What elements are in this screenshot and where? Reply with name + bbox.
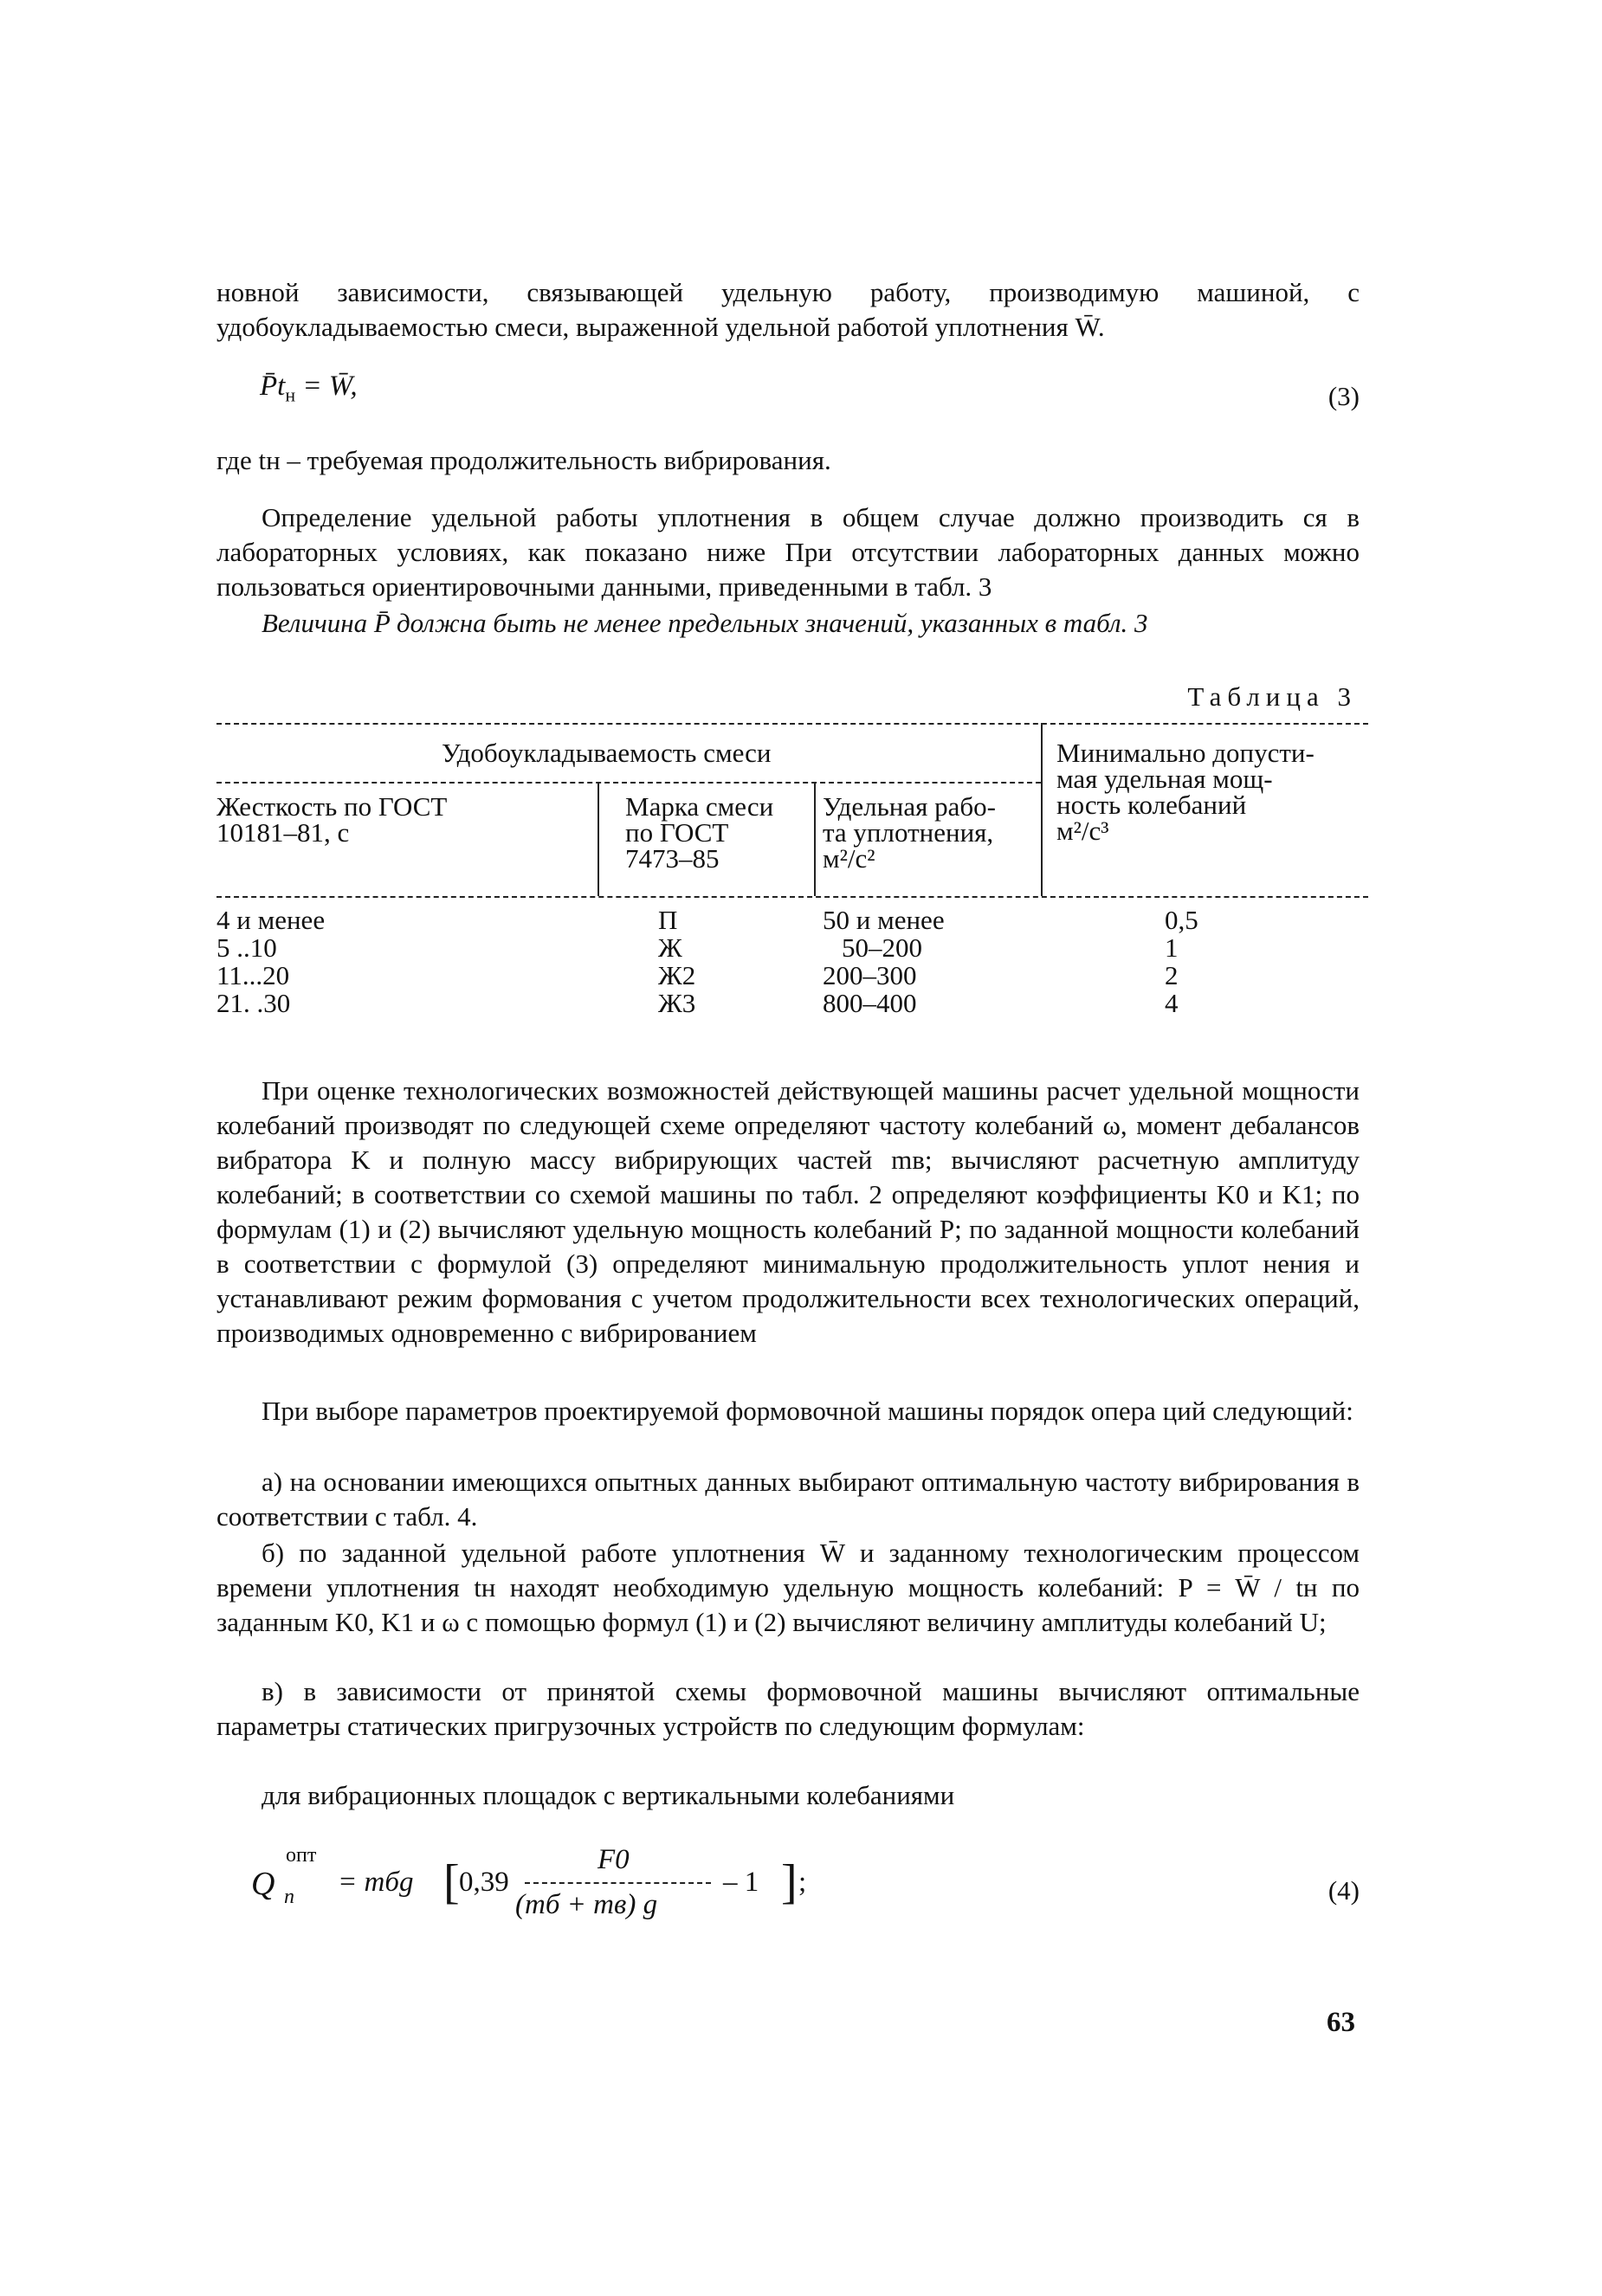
equation-3 xyxy=(260,371,358,407)
col2-header-line: по ГОСТ xyxy=(625,817,729,848)
table-cell: 5 ..10 xyxy=(216,932,277,963)
equation-4-number: (4) xyxy=(1327,1875,1360,1906)
table-cell: 800–400 xyxy=(823,988,917,1018)
table-header-group: Удобоукладываемость смеси xyxy=(442,738,772,768)
col4-header-line: м²/с³ xyxy=(1056,816,1109,846)
col4-header-line: ность колебаний xyxy=(1056,790,1247,820)
item-a: а) на основании имеющихся опытных данных выбирают оптимальную частоту вибрирования в соответствии с табл. 4. xyxy=(216,1467,1360,1532)
table-col1-header xyxy=(216,791,448,848)
eq3-lhs: P̄t xyxy=(260,371,286,402)
equation-4 xyxy=(251,1844,927,1939)
eq4-denominator: (mб + mв) g xyxy=(515,1889,658,1920)
col3-header-line: та уплотнения, xyxy=(823,817,994,848)
col3-header-line: м²/с² xyxy=(823,843,875,874)
paragraph-3: Величина P̄ должна быть не менее предельных значений, указанных в табл. 3 xyxy=(262,608,1148,638)
table-cell: Ж2 xyxy=(658,960,696,990)
table-cell: 2 xyxy=(1165,960,1179,990)
table-cell: 11...20 xyxy=(216,960,290,990)
col4-header-line: Минимально допусти- xyxy=(1056,738,1315,768)
table-cell: 4 xyxy=(1165,988,1179,1018)
eq4-lhs-sub: n xyxy=(284,1886,294,1908)
table-col2-values xyxy=(658,906,695,1017)
table-cell: 1 xyxy=(1165,932,1179,963)
table-divider-1 xyxy=(598,782,599,896)
table-cell: Ж3 xyxy=(658,988,696,1018)
table-col3-header xyxy=(823,791,996,874)
eq3-rhs: = W̄, xyxy=(302,371,358,402)
table-cell: 4 и менее xyxy=(216,905,326,935)
paragraph-2: Определение удельной работы уплотнения в общем случае должно производить ся в лабораторных условиях, как показано ниже При отсутствии лабораторных данных можно пользоваться ориентировочными данными, приведенными в табл. 3 xyxy=(216,502,1360,602)
paragraph-4: При оценке технологических возможностей действующей машины расчет удельной мощности колебаний производят по следующей схеме определяют частоту колебаний ω, момент дебалансов вибратора K и полную массу вибрирующих частей mв; вычисляют расчетную амплитуду колебаний; в соответствии со схемой машины по табл. 2 определяют коэффициенты K0 и K1; по формулам (1) и (2) вычисляют удельную мощность колебаний P; по заданной мощности колебаний в соответствии с формулой (3) определяют минимальную продолжительность уплот нения и устанавливают режим формования с учетом продолжительности всех технологических операций, производимых одновременно с вибрированием xyxy=(216,1075,1360,1348)
eq4-close-bracket: ] xyxy=(781,1855,798,1909)
table-col1-values xyxy=(216,906,325,1017)
eq4-lhs-sup: опт xyxy=(286,1844,317,1867)
col1-header-line: Жесткость по ГОСТ xyxy=(216,791,448,822)
table-rule-sub xyxy=(216,782,1041,784)
eq4-minus-one: – 1 xyxy=(723,1867,759,1898)
page-number: 63 xyxy=(1327,2007,1355,2038)
col2-header-line: Марка смеси xyxy=(625,791,774,822)
table-cell: 21. .30 xyxy=(216,988,291,1018)
table-col3-values xyxy=(823,906,945,1017)
table-title: Таблица 3 xyxy=(1187,681,1357,712)
item-c: в) в зависимости от принятой схемы формовочной машины вычисляют оптимальные параметры статических пригрузочных устройств по следующим формулам: xyxy=(216,1676,1360,1741)
table-rule-top xyxy=(216,723,1368,725)
item-b: б) по заданной удельной работе уплотнения W̄ и заданному технологическим процессом времени уплотнения tн находят необходимую удельную мощность колебаний: P = W̄ / tн по заданным K0, K1 и ω с помощью формул (1) и (2) вычисляют величину амплитуды колебаний U; xyxy=(216,1538,1360,1637)
table-cell: 0,5 xyxy=(1165,905,1198,935)
table-col2-header xyxy=(625,791,774,874)
table-cell: Ж xyxy=(658,932,682,963)
table-divider-main xyxy=(1041,723,1043,896)
paragraph-1: новной зависимости, связывающей удельную работу, производимую машиной, с удобоукладываемостью смеси, выраженной удельной работой уплотнения W̄. xyxy=(216,277,1360,342)
col2-header-line: 7473–85 xyxy=(625,843,720,874)
eq3-lhs-sub: н xyxy=(285,384,296,406)
eq4-lhs: Q xyxy=(251,1866,275,1902)
eq4-coefficient: 0,39 xyxy=(459,1867,509,1898)
table-cell: 200–300 xyxy=(823,960,917,990)
col4-header-line: мая удельная мощ- xyxy=(1056,764,1273,794)
table-col4-header xyxy=(1056,740,1315,844)
equation-3-number: (3) xyxy=(1327,381,1360,411)
eq4-tail: ; xyxy=(798,1867,807,1898)
table-3 xyxy=(216,723,1368,1017)
table-cell: П xyxy=(658,905,678,935)
eq4-fraction-bar xyxy=(525,1882,711,1884)
col3-header-line: Удельная рабо- xyxy=(823,791,996,822)
where-line: где tн – требуемая продолжительность вибрирования. xyxy=(216,445,831,475)
eq4-open-bracket: [ xyxy=(443,1855,460,1909)
table-cell: 50 и менее xyxy=(823,905,945,935)
platforms-line: для вибрационных площадок с вертикальными колебаниями xyxy=(262,1780,955,1810)
paragraph-5: При выборе параметров проектируемой формовочной машины порядок опера ций следующий: xyxy=(262,1396,1353,1426)
eq4-mg: = mбg xyxy=(338,1867,414,1898)
col1-header-line: 10181–81, с xyxy=(216,817,350,848)
table-divider-2 xyxy=(814,782,816,896)
table-col4-values xyxy=(1165,906,1198,1017)
table-rule-header-bottom xyxy=(216,896,1368,898)
table-cell: 50–200 xyxy=(842,932,922,963)
eq4-numerator: F0 xyxy=(598,1844,630,1875)
